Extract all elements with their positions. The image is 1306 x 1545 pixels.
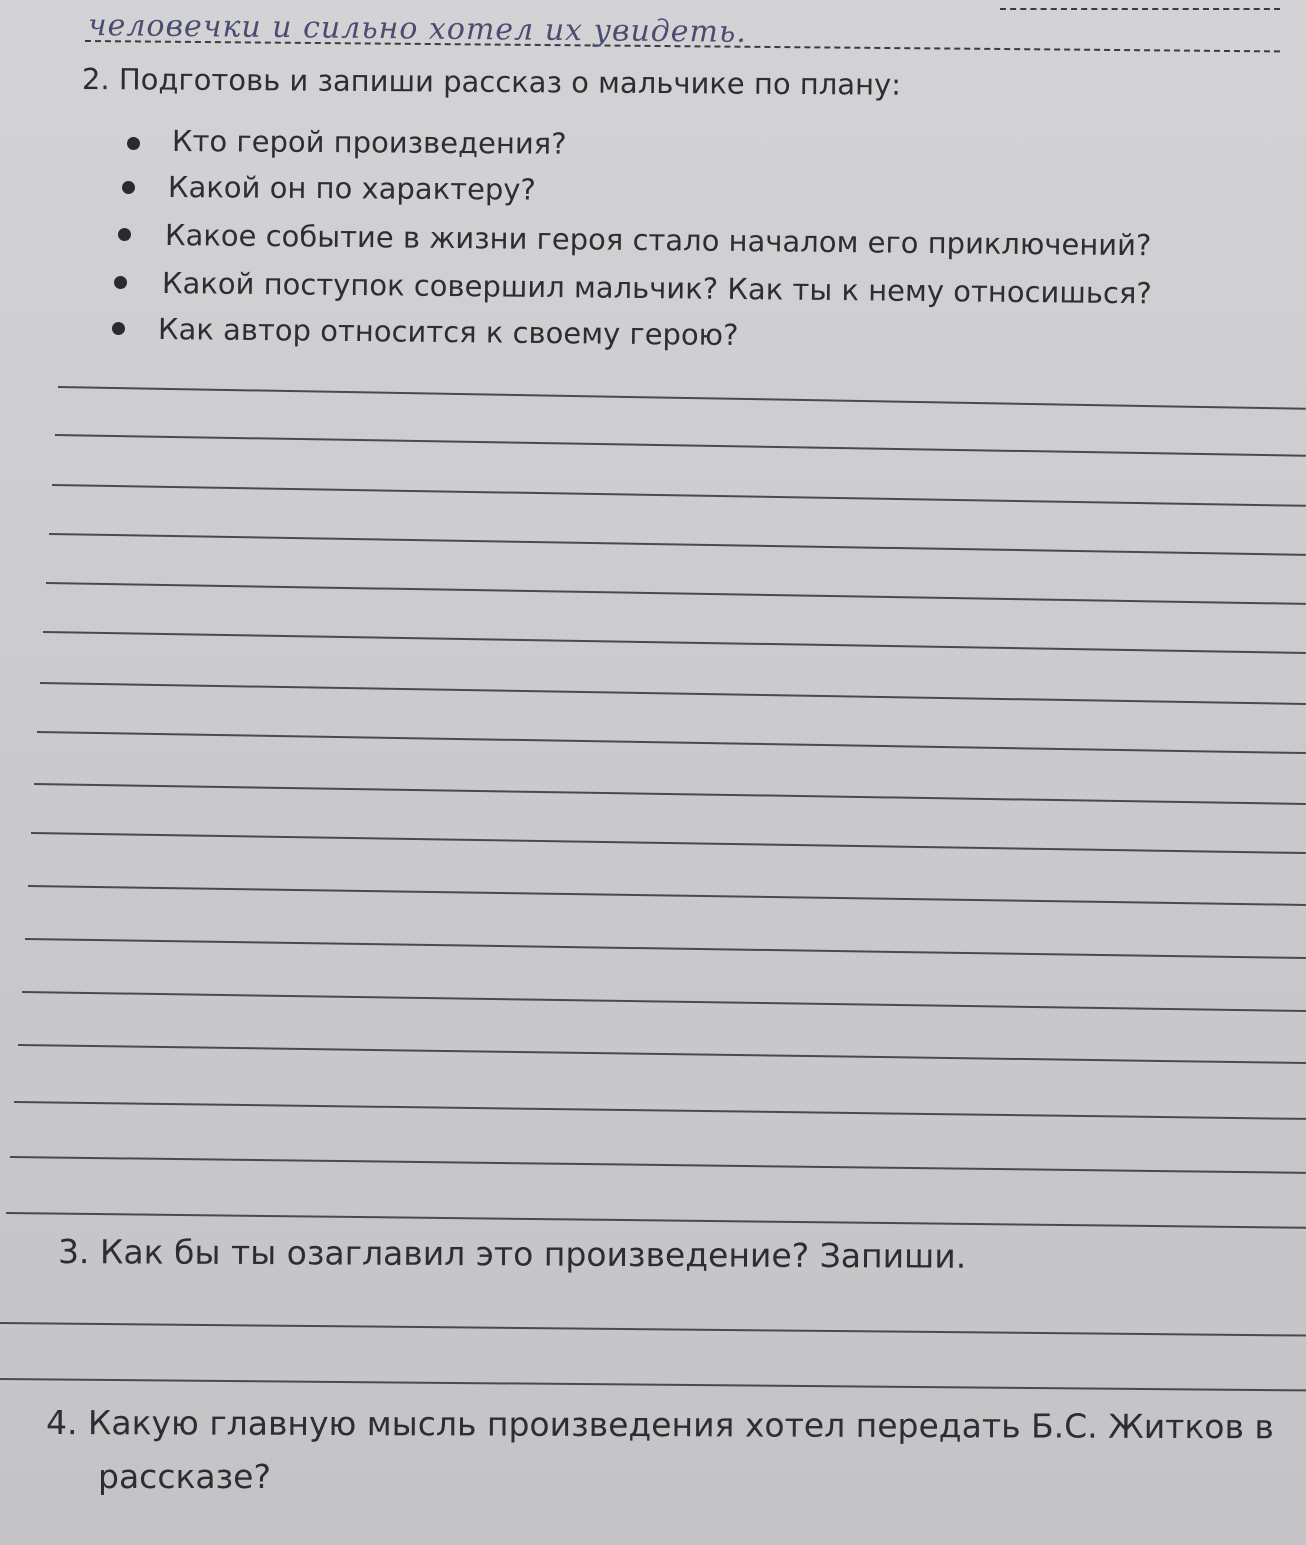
writing-line-17 [6, 1212, 1306, 1229]
bullet-3 [118, 228, 131, 241]
writing-line-2 [55, 434, 1306, 457]
writing-line-7 [40, 682, 1306, 705]
answer-line-task3-1 [0, 1322, 1306, 1337]
answer-line-task3-2 [0, 1378, 1306, 1391]
writing-line-1 [58, 386, 1306, 410]
writing-line-3 [52, 484, 1306, 507]
plan-item-2: Какой он по характеру? [167, 170, 536, 207]
bullet-5 [112, 322, 125, 335]
writing-line-16 [10, 1156, 1306, 1174]
writing-line-14 [18, 1044, 1306, 1064]
writing-line-10 [31, 832, 1306, 854]
writing-line-9 [34, 783, 1306, 805]
writing-line-15 [14, 1101, 1306, 1120]
plan-item-4: Какой поступок совершил мальчик? Как ты к нему относишься? [161, 266, 1152, 311]
writing-line-13 [22, 991, 1306, 1012]
task4-title-line1: 4. Какую главную мысль произведения хотел передать Б.С. Житков в [45, 1403, 1274, 1447]
task2-title: 2. Подготовь и запиши рассказ о мальчике по плану: [81, 62, 902, 102]
writing-line-8 [37, 731, 1306, 754]
bullet-4 [114, 276, 127, 289]
writing-line-12 [25, 938, 1306, 959]
task4-title-line2: рассказе? [98, 1457, 271, 1496]
bullet-1 [127, 137, 140, 150]
task3-title: 3. Как бы ты озаглавил это произведение? Запиши. [57, 1232, 967, 1276]
writing-line-4 [49, 533, 1306, 556]
plan-item-3: Какое событие в жизни героя стало началом его приключений? [164, 218, 1152, 263]
bullet-2 [122, 181, 135, 194]
plan-item-5: Как автор относится к своему герою? [157, 312, 739, 353]
writing-line-5 [46, 582, 1306, 605]
plan-item-1: Кто герой произведения? [171, 124, 567, 161]
handwritten-answer: человечки и сильно хотел их увидеть. [87, 8, 748, 50]
writing-line-11 [28, 885, 1306, 906]
answer-line-top [1000, 8, 1280, 10]
writing-line-6 [43, 631, 1306, 654]
